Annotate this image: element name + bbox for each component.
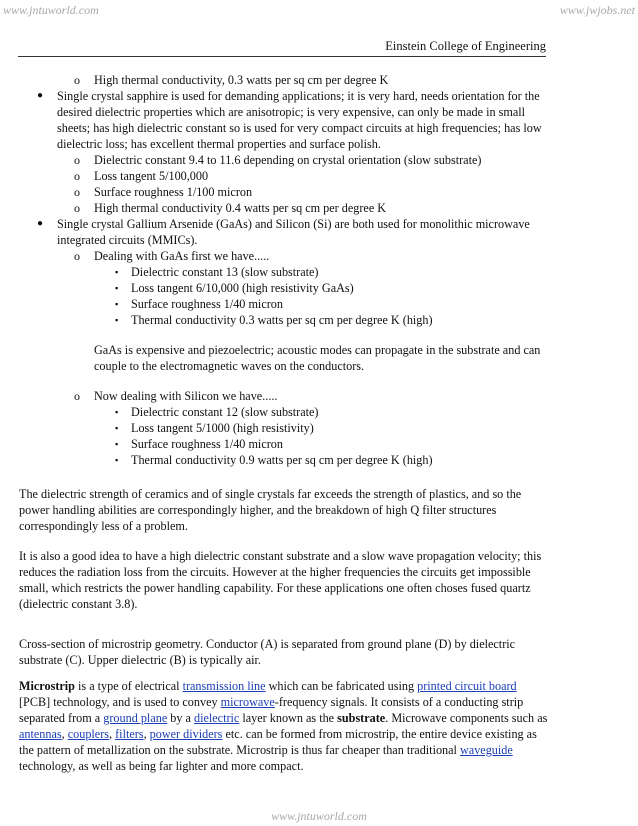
list-item-text: High thermal conductivity, 0.3 watts per sq cm per degree K (94, 73, 389, 87)
square-marker: ▪ (115, 455, 119, 465)
list-item-text: Single crystal Gallium Arsenide (GaAs) and Silicon (Si) are both used for monolithic microwave integrated circuits (MMICs). (57, 217, 530, 247)
gaas-note: GaAs is expensive and piezoelectric; acoustic modes can propagate in the substrate and can couple to the electromagnetic waves on the conductors. (94, 343, 541, 373)
list-item (19, 420, 549, 436)
list-item-text: Thermal conductivity 0.9 watts per sq cm per degree K (high) (131, 453, 433, 467)
sub-marker: o (74, 201, 80, 215)
bullet-sapphire (19, 88, 549, 152)
link-filters[interactable]: filters (115, 727, 144, 741)
text-run: technology, as well as being far lighter and more compact. (19, 759, 304, 773)
list-item-text: Dealing with GaAs first we have..... (94, 249, 270, 263)
list-item-text: Thermal conductivity 0.3 watts per sq cm per degree K (high) (131, 313, 433, 327)
microstrip-term: Microstrip (19, 679, 75, 693)
sub-marker: o (74, 153, 80, 167)
bullet-gaas-si (19, 216, 549, 248)
document-body (19, 72, 549, 774)
list-item (19, 388, 549, 404)
list-item-text: Single crystal sapphire is used for demanding applications; it is very hard, needs orientation for the desired dielectric properties which are anisotropic; is very expensive, can only be made in small sheets; has high dielectric constant so is used for very compact circuits at high frequencies; has low dielectric loss; has excellent thermal properties and surface polish. (57, 89, 542, 151)
square-marker: ▪ (115, 267, 119, 277)
text-run: is a type of electrical (74, 679, 183, 693)
list-item-text: Surface roughness 1/100 micron (94, 185, 253, 199)
list-item (19, 312, 549, 328)
text-run: , (109, 727, 116, 741)
bullet-marker: ● (37, 218, 44, 229)
link-waveguide[interactable]: waveguide (459, 743, 513, 757)
paragraph-dielectric-strength: The dielectric strength of ceramics and of single crystals far exceeds the strength of plastics, and so the power handling abilities are correspondingly higher, and the breakdown of high Q filter structures correspondingly less of a problem. (19, 487, 522, 533)
square-marker: ▪ (115, 283, 119, 293)
list-item (19, 248, 549, 264)
text-run: , (61, 727, 68, 741)
page-header-title: Einstein College of Engineering (385, 39, 546, 53)
list-item-text: Dielectric constant 9.4 to 11.6 depending on crystal orientation (slow substrate) (94, 153, 482, 167)
list-item (19, 168, 549, 184)
text-run: , (143, 727, 150, 741)
watermark-top-right: www.jwjobs.net (559, 3, 635, 17)
watermark-top-left: www.jntuworld.com (3, 3, 99, 17)
square-marker: ▪ (115, 299, 119, 309)
link-ground-plane[interactable]: ground plane (103, 711, 168, 725)
list-item-text: Surface roughness 1/40 micron (131, 297, 283, 311)
square-marker: ▪ (115, 423, 119, 433)
link-couplers[interactable]: couplers (67, 727, 110, 741)
list-item-text: Now dealing with Silicon we have..... (94, 389, 278, 403)
list-item (19, 152, 549, 168)
list-item (19, 436, 549, 452)
list-item (19, 280, 549, 296)
link-power-dividers[interactable]: power dividers (149, 727, 223, 741)
list-item (19, 200, 549, 216)
link-antennas[interactable]: antennas (19, 727, 62, 741)
substrate-term: substrate (337, 711, 386, 725)
square-marker: ▪ (115, 407, 119, 417)
list-item-text: Dielectric constant 12 (slow substrate) (131, 405, 319, 419)
list-item (19, 72, 549, 88)
link-printed-circuit-board[interactable]: printed circuit board (417, 679, 517, 693)
text-run: by a (167, 711, 194, 725)
sub-marker: o (74, 73, 80, 87)
list-item (19, 452, 549, 468)
link-dielectric[interactable]: dielectric (193, 711, 240, 725)
bullet-marker: ● (37, 90, 44, 101)
link-microwave[interactable]: microwave (220, 695, 275, 709)
square-marker: ▪ (115, 315, 119, 325)
list-item-text: Loss tangent 5/100,000 (94, 169, 209, 183)
list-item-text: Loss tangent 5/1000 (high resistivity) (131, 421, 314, 435)
list-item-text: Loss tangent 6/10,000 (high resistivity GaAs) (131, 281, 354, 295)
sub-marker: o (74, 169, 80, 183)
paragraph-cross-section-caption: Cross-section of microstrip geometry. Conductor (A) is separated from ground plane (D) by dielectric substrate (C). Upper dielectric (B) is typically air. (19, 637, 516, 667)
list-item-text: Surface roughness 1/40 micron (131, 437, 283, 451)
list-item (19, 184, 549, 200)
paragraph-microstrip (19, 678, 549, 774)
link-transmission-line[interactable]: transmission line (182, 679, 266, 693)
sub-marker: o (74, 249, 80, 263)
paragraph-propagation-velocity: It is also a good idea to have a high dielectric constant substrate and a slow wave propagation velocity; this reduces the radiation loss from the circuits. However at the higher frequencies the circuits get impossible small, which restricts the power handling capability. For these applications one often choses fused quartz (dielectric constant 3.8). (19, 549, 542, 611)
watermark-bottom: www.jntuworld.com (271, 809, 367, 823)
text-run: layer known as the (239, 711, 338, 725)
text-run: -frequency signals. It consists of a conducting strip separated from a (19, 695, 524, 725)
text-run: . Microwave components such as (385, 711, 548, 725)
square-marker: ▪ (115, 439, 119, 449)
text-run: [PCB] technology, and is used to convey (19, 695, 221, 709)
list-item (19, 296, 549, 312)
text-run: etc. can be formed from microstrip, the entire device existing as the pattern of metallization on the substrate. Microstrip is thus far cheaper than traditional (19, 727, 537, 757)
sub-marker: o (74, 185, 80, 199)
text-run: which can be fabricated using (265, 679, 418, 693)
list-item-text: High thermal conductivity 0.4 watts per sq cm per degree K (94, 201, 387, 215)
sub-marker: o (74, 389, 80, 403)
header-rule (18, 56, 546, 57)
list-item (19, 404, 549, 420)
list-item (19, 264, 549, 280)
list-item-text: Dielectric constant 13 (slow substrate) (131, 265, 319, 279)
